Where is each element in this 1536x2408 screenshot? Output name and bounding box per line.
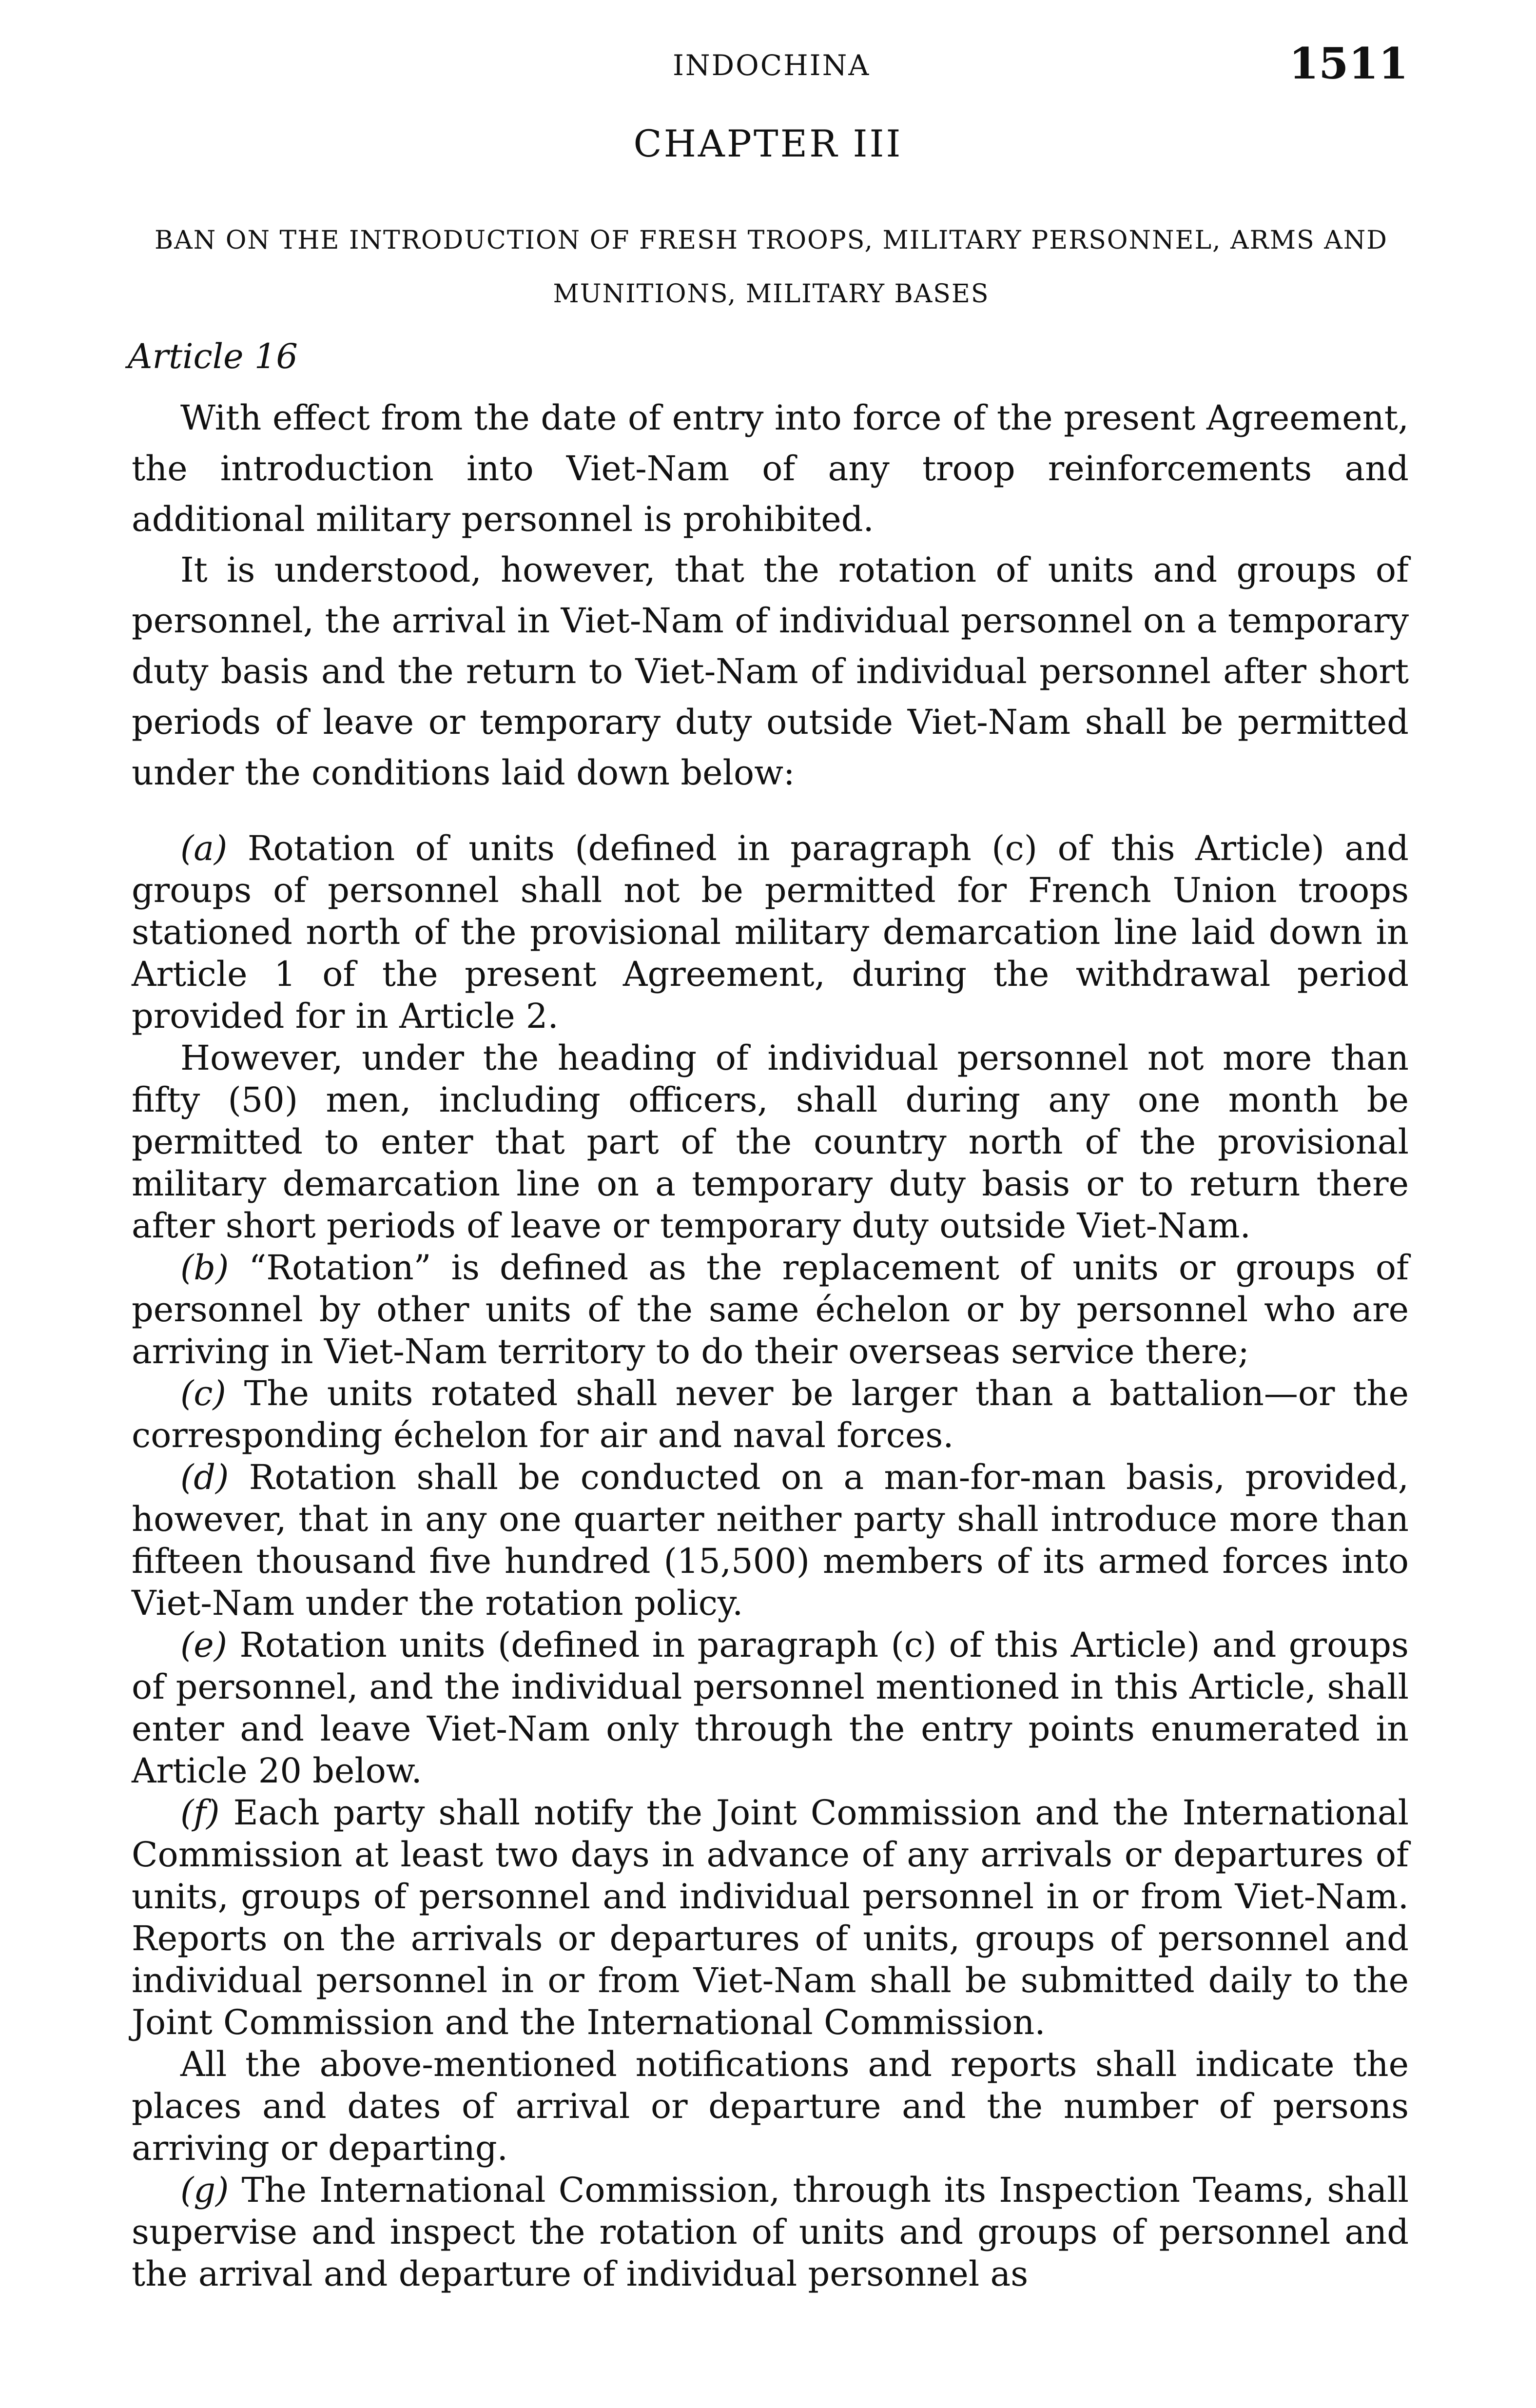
list-item [132,1456,1409,1624]
item-label: (b) [180,1248,229,1288]
running-title: INDOCHINA [673,49,871,82]
item-label: (d) [180,1457,229,1497]
item-label: (e) [180,1625,228,1665]
page-number: 1511 [1289,38,1408,89]
item-text: “Rotation” is defined as the replacement of units or groups of personnel by other units of the same échelon or by personnel who are arriving in Viet-Nam territory to do their overseas service there; [132,1248,1409,1371]
list-item [132,1037,1409,1247]
list-item [132,2169,1409,2295]
list-item [132,1372,1409,1456]
item-text: The units rotated shall never be larger than a battalion—or the corresponding échelon for air and naval forces. [132,1373,1409,1455]
list-item [132,1624,1409,1792]
list-item [132,827,1409,1037]
item-text: Rotation units (defined in paragraph (c) of this Article) and groups of personnel, and the individual personnel mentioned in this Article, shall enter and leave Viet-Nam only through the entry points enumerated in Article 20 below. [132,1625,1409,1791]
chapter-title: BAN ON THE INTRODUCTION OF FRESH TROOPS, MILITARY PERSONNEL, ARMS AND MUNITIONS, MILITARY BASES [155,226,1388,309]
item-label: (a) [180,828,228,868]
item-text: All the above-mentioned notifications and reports shall indicate the places and dates of arrival or departure and the number of persons arriving or departing. [132,2044,1409,2168]
item-label: (g) [180,2170,229,2210]
chapter-heading: CHAPTER III [633,122,903,165]
item-label: (f) [180,1793,220,1833]
item-text: Rotation shall be conducted on a man-for-man basis, provided, however, that in any one quarter neither party shall introduce more than fifteen thousand five hundred (15,500) members of its armed forces into Viet-Nam under the rotation policy. [132,1457,1409,1623]
paragraph: With effect from the date of entry into force of the present Agreement, the introduction into Viet-Nam of any troop reinforcements and additional military personnel is prohibited. [132,398,1409,539]
list-item [132,1792,1409,2043]
paragraph: It is understood, however, that the rotation of units and groups of personnel, the arrival in Viet-Nam of individual personnel on a temporary duty basis and the return to Viet-Nam of individual personnel after short periods of leave or temporary duty outside Viet-Nam shall be permitted under the conditions laid down below: [132,550,1409,793]
list-item [132,1247,1409,1372]
item-text: However, under the heading of individual personnel not more than fifty (50) men, including officers, shall during any one month be permitted to enter that part of the country north of the provisional military demarcation line on a temporary duty basis or to return there after short periods of leave or temporary duty outside Viet-Nam. [132,1038,1409,1246]
list-item [132,2043,1409,2169]
item-text: Each party shall notify the Joint Commission and the International Commission at least two days in advance of any arrivals or departures of units, groups of personnel and individual personnel in or from Viet-Nam. Reports on the arrivals or departures of units, groups of personnel and individual personnel in or from Viet-Nam shall be submitted daily to the Joint Commission and the International Commission. [132,1793,1409,2042]
article-heading: Article 16 [128,336,298,376]
article-body [132,392,1409,2295]
item-label: (c) [180,1373,226,1413]
item-text: The International Commission, through its Inspection Teams, shall supervise and inspect the rotation of units and groups of personnel and the arrival and departure of individual personnel as [132,2170,1409,2294]
item-text: Rotation of units (defined in paragraph (c) of this Article) and groups of personnel shall not be permitted for French Union troops stationed north of the provisional military demarcation line laid down in Article 1 of the present Agreement, during the withdrawal period provided for in Article 2. [132,828,1409,1036]
running-header [0,38,1536,97]
